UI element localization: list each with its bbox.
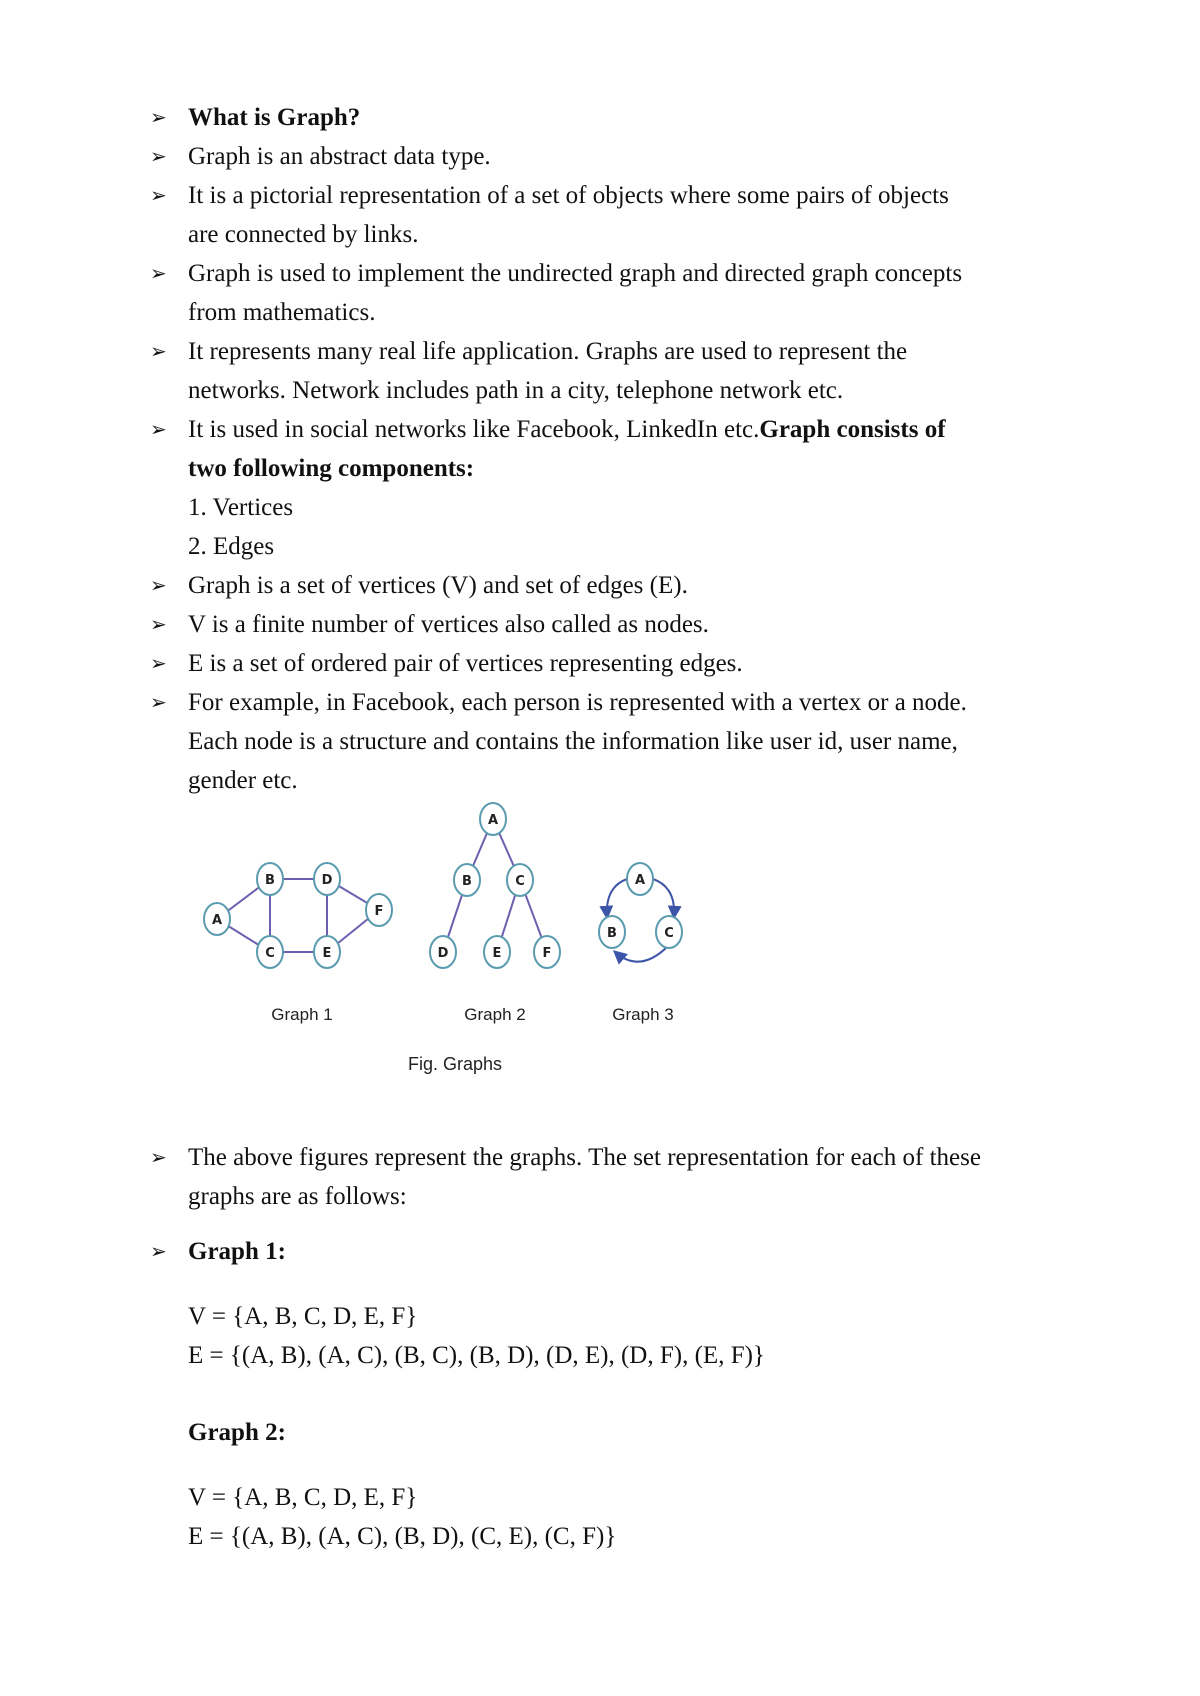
- point-text: The above figures represent the graphs. The set representation for each of these: [188, 1144, 981, 1171]
- graph-labels: [271, 1005, 673, 1074]
- graph3-node-a: [627, 863, 653, 895]
- graph1-node-f: [366, 894, 392, 926]
- point-text: Graph is used to implement the undirected graph and directed graph concepts: [188, 260, 963, 287]
- graph1-node-d: [314, 863, 340, 895]
- component-item-vertices: 1. Vertices: [188, 494, 294, 521]
- list-item: [150, 332, 1100, 410]
- graph2-node-f: [534, 936, 560, 968]
- point-text-bold: Graph consists of: [759, 416, 946, 443]
- bullet-arrow-icon: ➢: [150, 573, 167, 597]
- graphs-figure: [188, 802, 748, 1114]
- point-text: Graph is a set of vertices (V) and set of edges (E).: [188, 572, 688, 599]
- point-text: graphs are as follows:: [188, 1183, 407, 1210]
- node-label: C: [515, 874, 525, 889]
- component-item-edges: 2. Edges: [188, 533, 275, 560]
- graph1-node-e: [314, 936, 340, 968]
- bullet-arrow-icon: ➢: [150, 261, 167, 285]
- graphs-figure-svg: [180, 802, 740, 1114]
- section-heading: What is Graph?: [188, 104, 361, 131]
- graph3-label: Graph 3: [612, 1005, 674, 1024]
- bullet-arrow-icon: ➢: [150, 339, 167, 363]
- point-text: E is a set of ordered pair of vertices representing edges.: [188, 650, 743, 677]
- list-item: [150, 566, 1100, 605]
- point-text: Graph is an abstract data type.: [188, 143, 491, 170]
- node-label: B: [462, 874, 472, 889]
- list-item: [150, 410, 1100, 488]
- point-text: from mathematics.: [188, 299, 376, 326]
- point-text: For example, in Facebook, each person is represented with a vertex or a node.: [188, 689, 967, 716]
- arrow-a-to-b: [607, 879, 627, 917]
- graph2-node-e: [484, 936, 510, 968]
- node-label: D: [321, 873, 333, 888]
- heading-item: [150, 98, 1100, 137]
- bullet-arrow-icon: ➢: [150, 651, 167, 675]
- graph2-heading-item: [150, 1413, 1100, 1452]
- node-label: B: [265, 873, 275, 888]
- node-label: F: [374, 904, 384, 919]
- list-item: [150, 1138, 1100, 1216]
- point-text: Each node is a structure and contains the information like user id, user name,: [188, 728, 958, 755]
- graph3-node-c: [656, 916, 682, 948]
- list-item: [150, 176, 1100, 254]
- bullet-arrow-icon: ➢: [150, 1239, 167, 1263]
- graph2-edge-set: E = {(A, B), (A, C), (B, D), (C, E), (C, F)}: [188, 1523, 617, 1550]
- point-text: are connected by links.: [188, 221, 419, 248]
- node-label: F: [542, 946, 552, 961]
- bullet-arrow-icon: ➢: [150, 183, 167, 207]
- graph1-edge-set: E = {(A, B), (A, C), (B, C), (B, D), (D, E), (D, F), (E, F)}: [188, 1342, 765, 1369]
- bullet-arrow-icon: ➢: [150, 612, 167, 636]
- arrow-c-to-b: [615, 946, 668, 962]
- node-label: A: [211, 913, 223, 928]
- graph1-heading: Graph 1:: [188, 1238, 286, 1265]
- graph2-label: Graph 2: [464, 1005, 526, 1024]
- list-item: [150, 605, 1100, 644]
- list-item: [150, 644, 1100, 683]
- graph2-node-c: [507, 864, 533, 896]
- point-text: V is a finite number of vertices also called as nodes.: [188, 611, 709, 638]
- node-label: C: [265, 946, 275, 961]
- node-label: A: [634, 873, 646, 888]
- graph2-heading: Graph 2:: [188, 1419, 286, 1446]
- point-text: [188, 410, 1100, 449]
- point-text: [188, 449, 1100, 488]
- list-item: [150, 137, 1100, 176]
- graph2-vertex-set: V = {A, B, C, D, E, F}: [188, 1484, 418, 1511]
- graph1-node-a: [204, 903, 230, 935]
- node-label: B: [607, 926, 617, 941]
- node-label: C: [664, 926, 674, 941]
- graph2-node-a: [480, 803, 506, 835]
- graph1-heading-item: [150, 1232, 1100, 1271]
- node-label: A: [487, 813, 499, 828]
- point-text: It represents many real life application. Graphs are used to represent the: [188, 338, 908, 365]
- graph1-vertex-set: V = {A, B, C, D, E, F}: [188, 1303, 418, 1330]
- node-label: E: [492, 946, 502, 961]
- graph-nodes: [204, 803, 682, 968]
- graph1-edges: [217, 879, 379, 952]
- bullet-arrow-icon: ➢: [150, 144, 167, 168]
- graph3-node-b: [599, 916, 625, 948]
- graph1-node-b: [257, 863, 283, 895]
- node-label: D: [437, 946, 449, 961]
- document-body: [150, 98, 1100, 1556]
- graph2-node-b: [454, 864, 480, 896]
- point-text-bold: two following components:: [188, 455, 475, 482]
- graph1-node-c: [257, 936, 283, 968]
- point-text-plain: It is used in social networks like Facebook, LinkedIn etc.: [188, 416, 760, 443]
- bullet-arrow-icon: ➢: [150, 105, 167, 129]
- point-text: networks. Network includes path in a city, telephone network etc.: [188, 377, 844, 404]
- graph2-node-d: [430, 936, 456, 968]
- bullet-arrow-icon: ➢: [150, 1145, 167, 1169]
- graph1-label: Graph 1: [271, 1005, 333, 1024]
- node-label: E: [322, 946, 332, 961]
- point-text: It is a pictorial representation of a set of objects where some pairs of objects: [188, 182, 949, 209]
- point-text: gender etc.: [188, 767, 298, 794]
- list-item: [150, 254, 1100, 332]
- figure-caption: Fig. Graphs: [407, 1054, 503, 1074]
- bullet-arrow-icon: ➢: [150, 690, 167, 714]
- bullet-arrow-icon: ➢: [150, 417, 167, 441]
- list-item: [150, 683, 1100, 800]
- arrow-a-to-c: [653, 879, 674, 917]
